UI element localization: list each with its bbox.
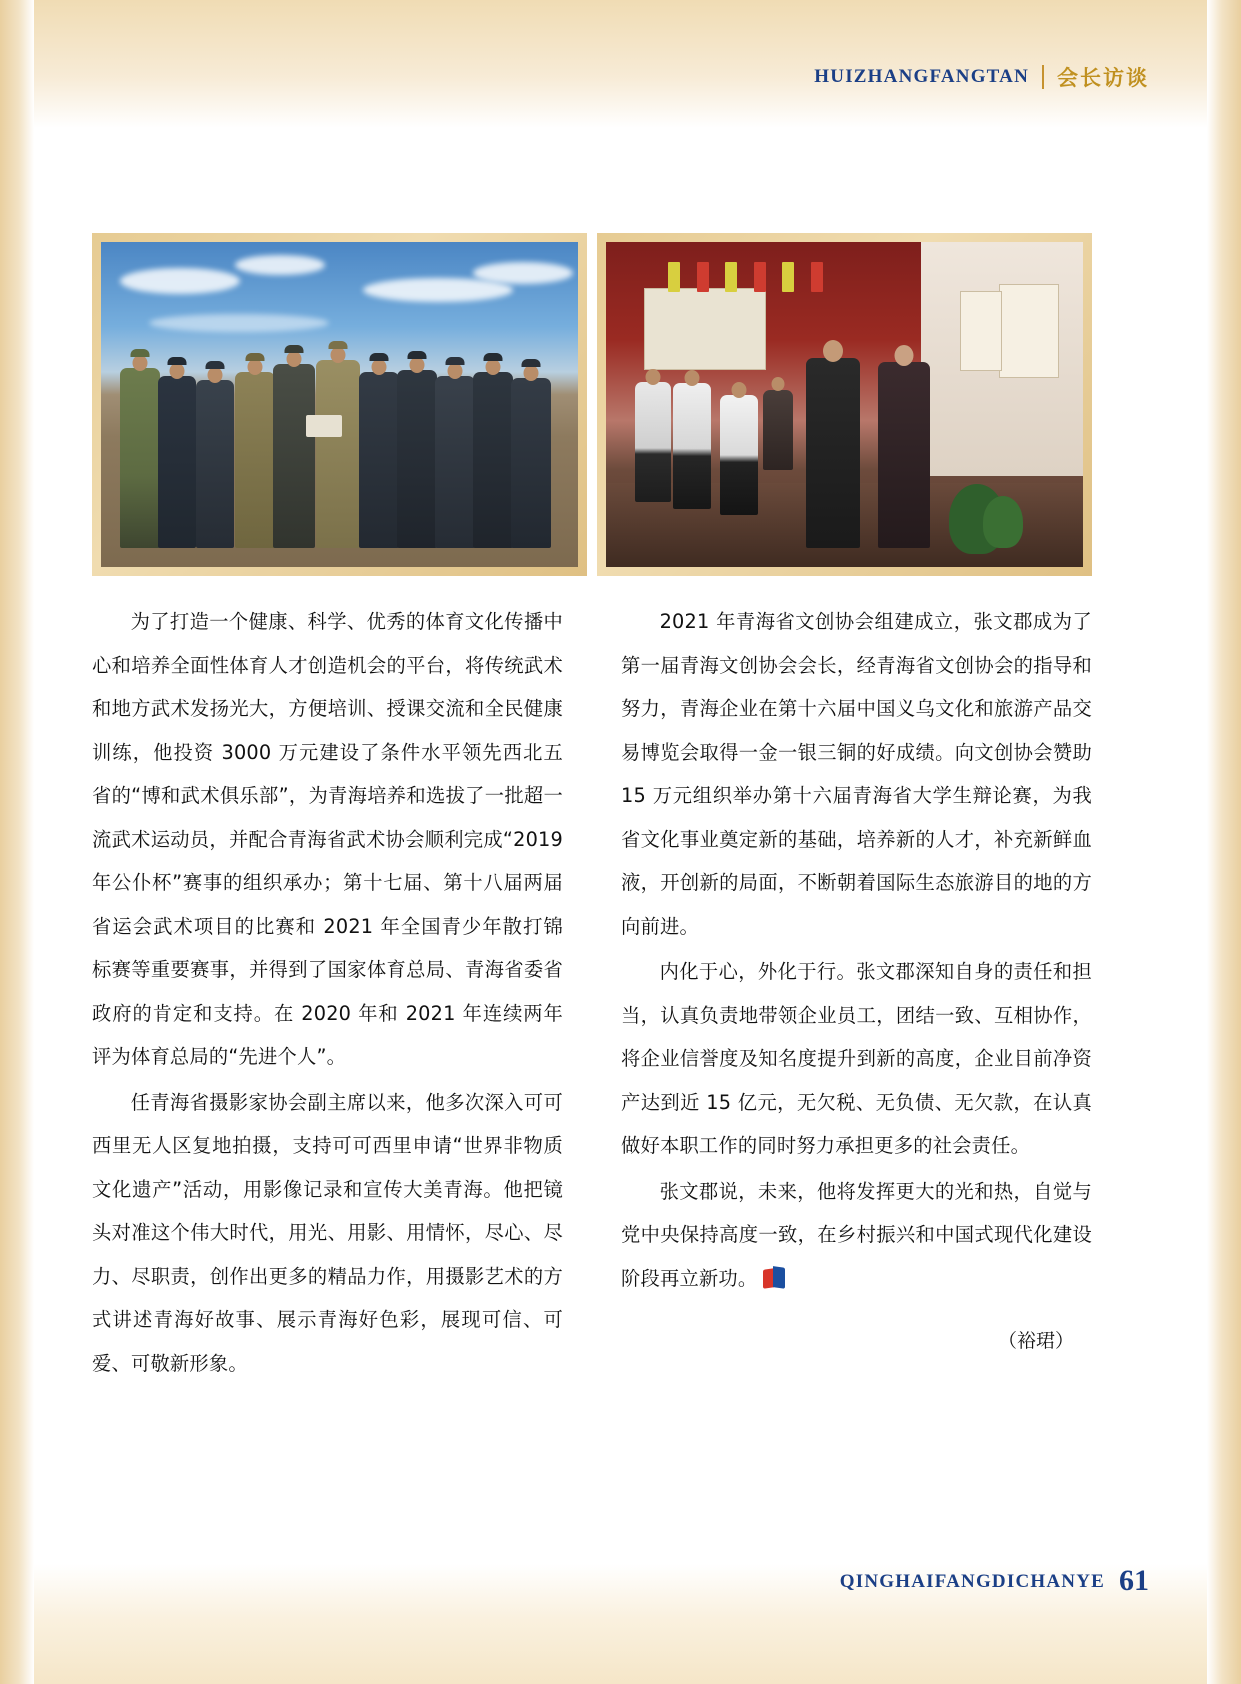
column-right (621, 600, 1092, 1387)
header-pinyin-label: HUIZHANGFANGTAN (814, 66, 1029, 87)
photo-strip (92, 233, 1092, 576)
page-number: 61 (1119, 1564, 1149, 1597)
page-footer (840, 1566, 1149, 1596)
paragraph-text: 张文郡说，未来，他将发挥更大的光和热，自觉与党中央保持高度一致，在乡村振兴和中国式现代化建设阶段再立新功。 (621, 1179, 1092, 1290)
header-divider (1042, 65, 1044, 89)
page-edge-right (1207, 0, 1241, 1684)
paragraph: 2021 年青海省文创协会组建成立，张文郡成为了第一届青海文创协会会长，经青海省文创协会的指导和努力，青海企业在第十六届中国义乌文化和旅游产品交易博览会取得一金一银三铜的好成绩。向文创协会赞助 15 万元组织举办第十六届青海省大学生辩论赛，为我省文化事业奠定新的基础，培养新的人才，补充新鲜血液，开创新的局面，不断朝着国际生态旅游目的地的方向前进。 (621, 610, 1092, 938)
end-mark-icon (763, 1267, 785, 1289)
author-signature: （裕珺） (997, 1330, 1074, 1352)
paragraph-last (621, 1170, 1092, 1301)
column-left (92, 600, 563, 1387)
header-section-title: 会长访谈 (1057, 66, 1149, 90)
footer-pinyin-label: QINGHAIFANGDICHANYE (839, 1571, 1105, 1592)
paragraph: 任青海省摄影家协会副主席以来，他多次深入可可西里无人区复地拍摄，支持可可西里申请“世界非物质文化遗产”活动，用影像记录和宣传大美青海。他把镜头对准这个伟大时代，用光、用影、用情怀，尽心、尽力、尽职责，创作出更多的精品力作，用摄影艺术的方式讲述青海好故事、展示青海好色彩，展现可信、可爱、可敬新形象。 (92, 1090, 563, 1375)
article-body (92, 600, 1092, 1387)
photo-exhibition-indoor (606, 242, 1083, 567)
paragraph: 为了打造一个健康、科学、优秀的体育文化传播中心和培养全面性体育人才创造机会的平台，将传统武术和地方武术发扬光大，方便培训、授课交流和全民健康训练，他投资 3000 万元建设了条件水平领先西北五省的“博和武术俱乐部”，为青海培养和选拔了一批超一流武术运动员，并配合青海省武术协会顺利完成“2019 年公仆杯”赛事的组织承办；第十七届、第十八届两届省运会武术项目的比赛和 2021 年全国青少年散打锦标赛等重要赛事，并得到了国家体育总局、青海省委省政府的肯定和支持。在 2020 年和 2021 年连续两年评为体育总局的“先进个人”。 (92, 610, 563, 1068)
photo-frame-left (92, 233, 587, 576)
page-edge-left (0, 0, 34, 1684)
photo-frame-right (597, 233, 1092, 576)
page-header (814, 62, 1149, 92)
paragraph: 内化于心，外化于行。张文郡深知自身的责任和担当，认真负责地带领企业员工，团结一致、互相协作，将企业信誉度及知名度提升到新的高度，企业目前净资产达到近 15 亿元，无欠税、无负债、无欠款，在认真做好本职工作的同时努力承担更多的社会责任。 (621, 960, 1092, 1157)
photo-group-outdoor (101, 242, 578, 567)
